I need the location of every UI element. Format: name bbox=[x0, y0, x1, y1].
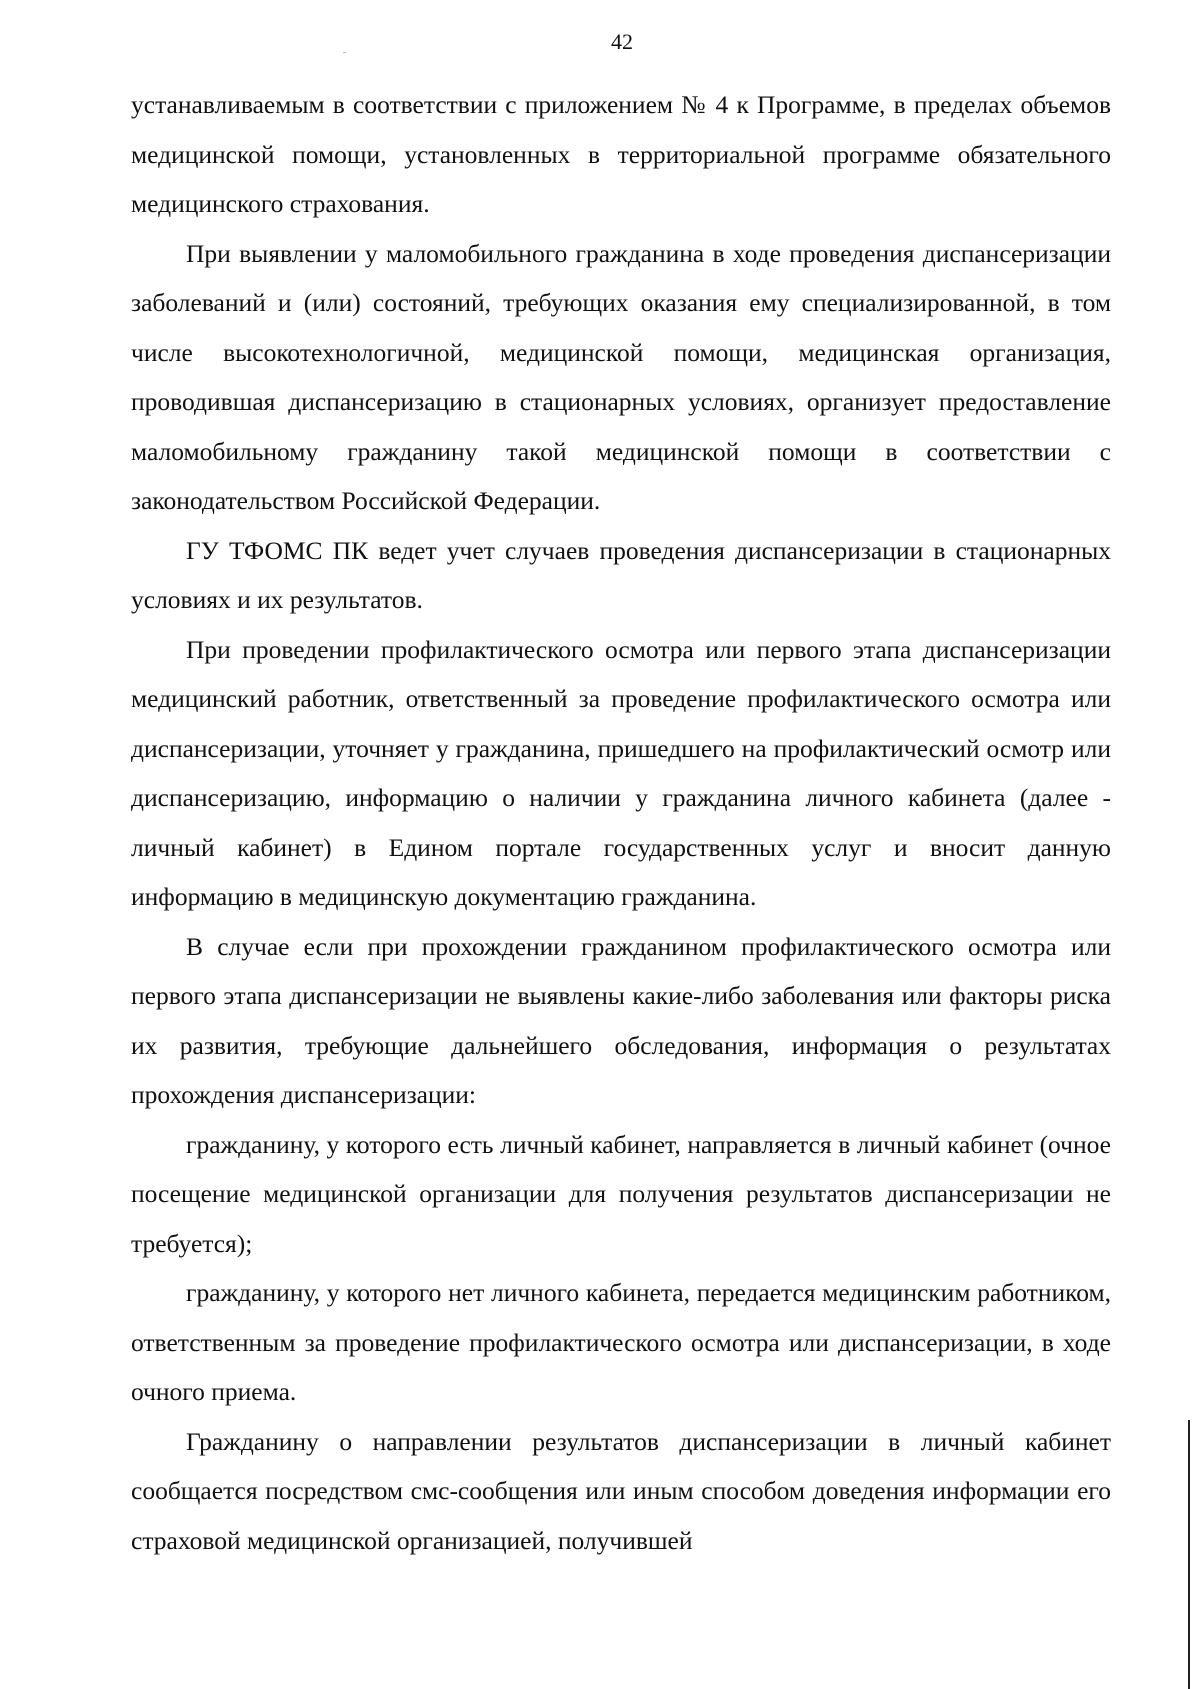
paragraph-with-account: гражданину, у которого есть личный кабинет, направляется в личный кабинет (очное посещение медицинской организации для получения результатов диспансеризации не требуется); bbox=[131, 1129, 1111, 1258]
page-number: 42 bbox=[611, 29, 633, 54]
paragraph-continuation: устанавливаемым в соответствии с приложением № 4 к Программе, в пределах объемов медицинской помощи, установленных в территориальной программе обязательного медицинского страхования. bbox=[131, 90, 1111, 218]
paragraph-notification: Гражданину о направлении результатов диспансеризации в личный кабинет сообщается посредством смс-сообщения или иным способом доведения информации его страховой медицинской организацией, получившей bbox=[131, 1426, 1111, 1555]
scan-edge-line bbox=[1188, 1420, 1190, 1689]
paragraph-without-account: гражданину, у которого нет личного кабинета, передается медицинским работником, ответственным за проведение профилактического осмотра или диспансеризации, в ходе очного приема. bbox=[131, 1278, 1111, 1406]
paragraph-no-findings: В случае если при прохождении гражданином профилактического осмотра или первого этапа диспансеризации не выявлены какие-либо заболевания или факторы риска их развития, требующие дальнейшего обследования, информация о результатах прохождения диспансеризации: bbox=[131, 931, 1111, 1109]
paragraph-low-mobility: При выявлении у маломобильного гражданина в ходе проведения диспансеризации заболеваний и (или) состояний, требующих оказания ему специализированной, в том числе высокотехнологичной, медицинской помощи, медицинская организация, проводившая диспансеризацию в стационарных условиях, организует предоставление маломобильному гражданину такой медицинской помощи в соответствии с законодательством Российской Федерации. bbox=[131, 238, 1111, 515]
paragraph-personal-account-check: При проведении профилактического осмотра или первого этапа диспансеризации медицинский работник, ответственный за проведение профилактического осмотра или диспансеризации, уточняет у гражданина, пришедшего на профилактический осмотр или диспансеризацию, информацию о наличии у гражданина личного кабинета (далее - личный кабинет) в Едином портале государственных услуг и вносит данную информацию в медицинскую документацию гражданина. bbox=[131, 634, 1111, 911]
paragraph-tfoms-accounting: ГУ ТФОМС ПК ведет учет случаев проведения диспансеризации в стационарных условиях и их результатов. bbox=[131, 535, 1111, 614]
document-body bbox=[131, 80, 1111, 1565]
